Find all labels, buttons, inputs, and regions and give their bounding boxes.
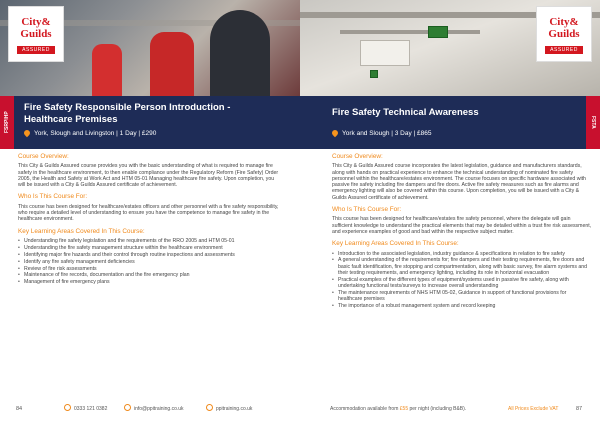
ceiling-unit-image	[360, 40, 410, 66]
accommodation-note: Accommodation available from £55 per night (including B&B).	[330, 406, 467, 412]
course-title: Fire Safety Technical Awareness	[332, 107, 479, 118]
key-learning-list	[332, 251, 592, 310]
page-footer	[330, 402, 588, 416]
fire-extinguisher-image	[150, 32, 194, 96]
section-heading: Who Is This Course For:	[18, 193, 88, 201]
section-heading: Key Learning Areas Covered In This Course:	[18, 227, 145, 235]
section-heading: Course Overview:	[18, 153, 69, 160]
email-icon	[124, 404, 131, 411]
fire-extinguisher-image	[92, 44, 122, 96]
page-number: 87	[576, 406, 583, 412]
list-item: • Identify any fire safety management deficiencies	[18, 259, 282, 265]
footer-phone: 0333 121 0382	[64, 402, 107, 416]
page-footer	[16, 402, 286, 416]
hero-photo-ceiling-services	[300, 0, 600, 96]
city-guilds-logo: City& Guilds ASSURED	[536, 6, 592, 62]
course-title-bar	[0, 96, 300, 149]
course-description	[332, 154, 592, 310]
list-item: • Practical examples of the different types of equipment/systems used in passive fire safety, along with undertaking functional tests/surveys to increase overall understanding	[332, 277, 592, 290]
course-code-tab: FSTA	[586, 96, 600, 149]
section-heading: Course Overview:	[332, 153, 383, 160]
globe-icon	[206, 404, 213, 411]
list-item: • Understanding fire safety legislation and the requirements of the RRO 2005 and HTM 05-01	[18, 238, 282, 244]
list-item: • Maintenance of fire records, documentation and the fire emergency plan	[18, 272, 282, 278]
list-item: • Management of fire emergency plans	[18, 279, 282, 285]
course-title: Fire Safety Responsible Person Introduction - Healthcare Premises	[24, 102, 231, 125]
course-meta: York, Slough and Livingston | 1 Day | £290	[24, 130, 156, 137]
list-item: • The importance of a robust management system and record keeping	[332, 303, 592, 309]
list-item: • Understanding the fire safety management structure within the healthcare environment	[18, 245, 282, 251]
audience-text: This course has been designed for healthcare/estates officers and other personnel with a fire safety responsibility, who require a detailed level of understanding to ensure you have the competence to manage fire safety in the healthcare environment.	[18, 203, 279, 223]
list-item: • Identifying major fire hazards and their control through routine inspections and assessments	[18, 252, 282, 258]
page-number: 84	[16, 406, 23, 412]
list-item: • A general understanding of the requirements for; fire dampers and their testing requirements, fire doors and basic fault identification, fire stopping and compartmentation, along with basic survey, fire alarm systems and their testing requirements, and emergency lighting, including its role in horizontal evacuation	[332, 257, 592, 276]
list-item: • Introduction to the associated legislation, industry guidance & specifications in relation to fire safety	[332, 251, 592, 257]
location-pin-icon	[331, 129, 339, 137]
location-pin-icon	[23, 129, 31, 137]
exit-sign-icon	[370, 70, 378, 78]
footer-website[interactable]: ppitraining.co.uk	[206, 402, 252, 416]
right-page	[300, 0, 600, 425]
phone-icon	[64, 404, 71, 411]
overview-text: This City & Guilds Assured course provides you with the basic understanding of what is required to manage fire safety in the healthcare environment, to then enable compliance under the Regulatory Reform (Fire Safety) Order 2005, the Health and Safety at Work Act and HTM 05-01 Managing healthcare fire safety. Upon completion, you will be issued with a City & Guilds Assured certificate of achievement.	[18, 163, 279, 189]
section-heading: Who Is This Course For:	[332, 206, 402, 214]
course-meta: York and Slough | 3 Day | £865	[332, 130, 432, 137]
audience-text: This course has been designed for healthcare/estates fire safety personnel, where the delegate will gain sufficient knowledge to understand the practical elements that may be detailed within a trust fire risk assessment, and experience examples of good and bad within the respective subject matter.	[332, 216, 592, 235]
exit-sign-icon	[428, 26, 448, 38]
course-title-bar	[300, 96, 600, 149]
list-item: • The maintenance requirements of NHS HTM 05-02, Guidance in support of functional provisions for healthcare premises	[332, 290, 592, 303]
key-learning-list	[18, 238, 282, 286]
footer-email[interactable]: info@ppitraining.co.uk	[124, 402, 184, 416]
course-code-tab: FSRPIHP	[0, 96, 14, 149]
person-image	[210, 10, 270, 96]
section-heading: Key Learning Areas Covered In This Course:	[332, 240, 459, 248]
overview-text: This City & Guilds Assured course incorporates the latest legislation, guidance and manufacturers standards, along with hands on practical experience to enhance the technical understanding of nominated fire safety personnel within the healthcare/estates environment. The course focuses on specific hardware associated with passive fire safety including fire dampers and fire doors. Active fire safety measures such as fire alarms and emergency lighting will also be covered within this course. Upon completion, you will be issued with a City & Guilds Assured certificate of achievement.	[332, 163, 586, 201]
hero-photo-fire-extinguishers	[0, 0, 300, 96]
course-description	[18, 154, 282, 286]
city-guilds-logo: City& Guilds ASSURED	[8, 6, 64, 62]
list-item: • Review of fire risk assessments	[18, 266, 282, 272]
ceiling-pipe	[340, 30, 480, 34]
vat-note: All Prices Exclude VAT	[508, 406, 559, 412]
